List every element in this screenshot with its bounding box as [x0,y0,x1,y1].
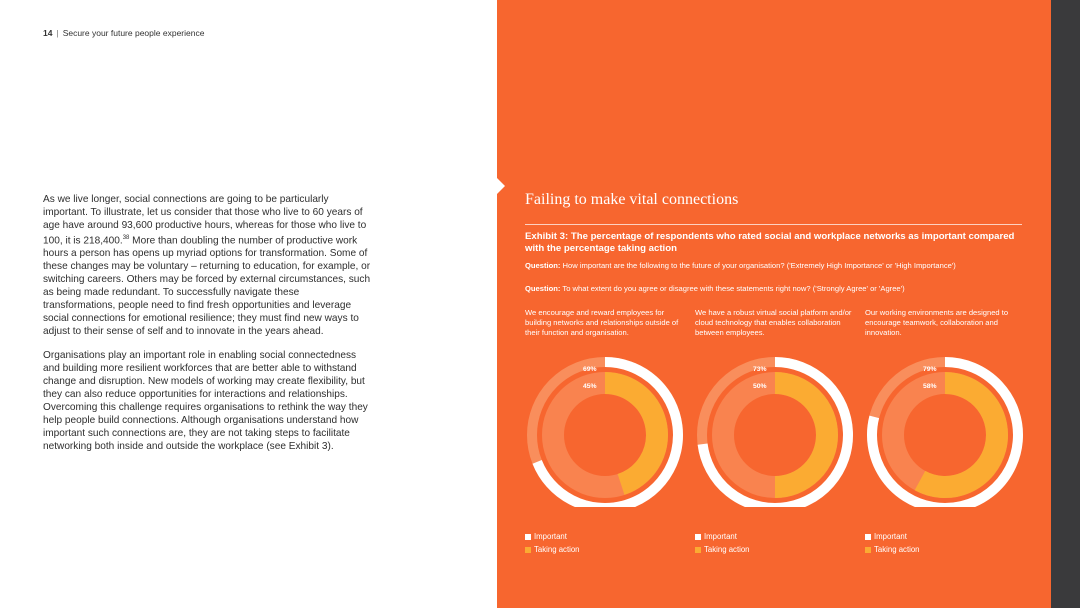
legend-item-important [865,530,920,543]
legend-item-taking-action [525,543,580,556]
taking-action-swatch [695,547,701,553]
question-1-text: How important are the following to the future of your organisation? ('Extremely High Importance' or 'High Importance') [560,261,956,270]
question-2-label: Question: [525,284,561,293]
taking-action-value-label: 50% [753,383,767,390]
taking-action-arc [775,383,827,487]
page-edge-bar [1051,0,1080,608]
page-header [43,28,204,38]
paragraph-1-continued: More than doubling the number of productive work hours a person has opens up myriad options for transformation. Some of these changes may be voluntary – returning to education, for example, or switching careers. Others may be forced by external circumstances, such as being made redundant. To successfully navigate these transformations, people need to find fresh opportunities and leverage social connections for emotional resilience; they must find new ways to adjust to their sense of self and to innovate in the years ahead. [43,235,371,338]
section-title: Failing to make vital connections [525,191,739,208]
donut-svg [695,357,855,507]
question-1 [525,261,995,271]
legend-label-taking-action: Taking action [534,545,580,554]
legend-3 [865,530,920,556]
legend-2 [695,530,750,556]
page-number: 14 [43,28,53,38]
important-swatch [525,534,531,540]
legend-item-important [695,530,750,543]
taking-action-arc [605,383,657,484]
legend-label-important: Important [704,532,737,541]
statement-2: We have a robust virtual social platform and/or cloud technology that enables collaboration between employees. [695,308,852,337]
title-rule [525,224,1022,225]
important-swatch [865,534,871,540]
taking-action-swatch [525,547,531,553]
legend-1 [525,530,580,556]
exhibit-panel [497,0,1051,608]
question-2-text: To what extent do you agree or disagree with these statements right now? ('Strongly Agree' or 'Agree') [560,284,905,293]
paragraph-1 [43,193,373,338]
donut-chart-2 [695,357,855,507]
exhibit-title: Exhibit 3: The percentage of respondents who rated social and workplace networks as important compared with the percentage taking action [525,231,1015,254]
important-value-label: 73% [753,366,767,373]
donut-svg [865,357,1025,507]
body-text [43,193,373,464]
important-value-label: 69% [583,366,597,373]
donut-chart-1 [525,357,685,507]
left-page [0,0,497,608]
taking-action-arc [920,383,997,487]
legend-label-important: Important [534,532,567,541]
legend-label-important: Important [874,532,907,541]
legend-item-important [525,530,580,543]
header-title: Secure your future people experience [62,28,205,38]
paragraph-2: Organisations play an important role in enabling social connectedness and building more resilient workforces that are better able to withstand change and disruption. New models of working may create flexibility, but they can also reduce opportunities for interactions and relationships. Overcoming this challenge requires organisations to rethink the way they help people build connections. Although organisations understand how important such connections are, they are not taking steps to facilitate networking both inside and outside the workplace (see Exhibit 3). [43,350,368,453]
header-separator: | [56,28,59,38]
taking-action-value-label: 45% [583,383,597,390]
footnote-ref: 38 [122,235,130,241]
question-2 [525,284,995,294]
legend-item-taking-action [695,543,750,556]
paragraph-1-text: As we live longer, social connections are going to be particularly important. To illustrate, let us consider that those who live to 60 years of age have around 93,600 productive hours, whereas for those who live to 100, it is 218,400. [43,194,367,247]
legend-label-taking-action: Taking action [704,545,750,554]
statement-3: Our working environments are designed to encourage teamwork, collaboration and innovation. [865,308,1009,337]
legend-label-taking-action: Taking action [874,545,920,554]
important-swatch [695,534,701,540]
taking-action-value-label: 58% [923,383,937,390]
taking-action-swatch [865,547,871,553]
legend-item-taking-action [865,543,920,556]
statement-1: We encourage and reward employees for building networks and relationships outside of their function and organisation. [525,308,679,337]
donut-chart-3 [865,357,1025,507]
panel-notch [497,178,505,194]
question-1-label: Question: [525,261,561,270]
important-value-label: 79% [923,366,937,373]
donut-svg [525,357,685,507]
